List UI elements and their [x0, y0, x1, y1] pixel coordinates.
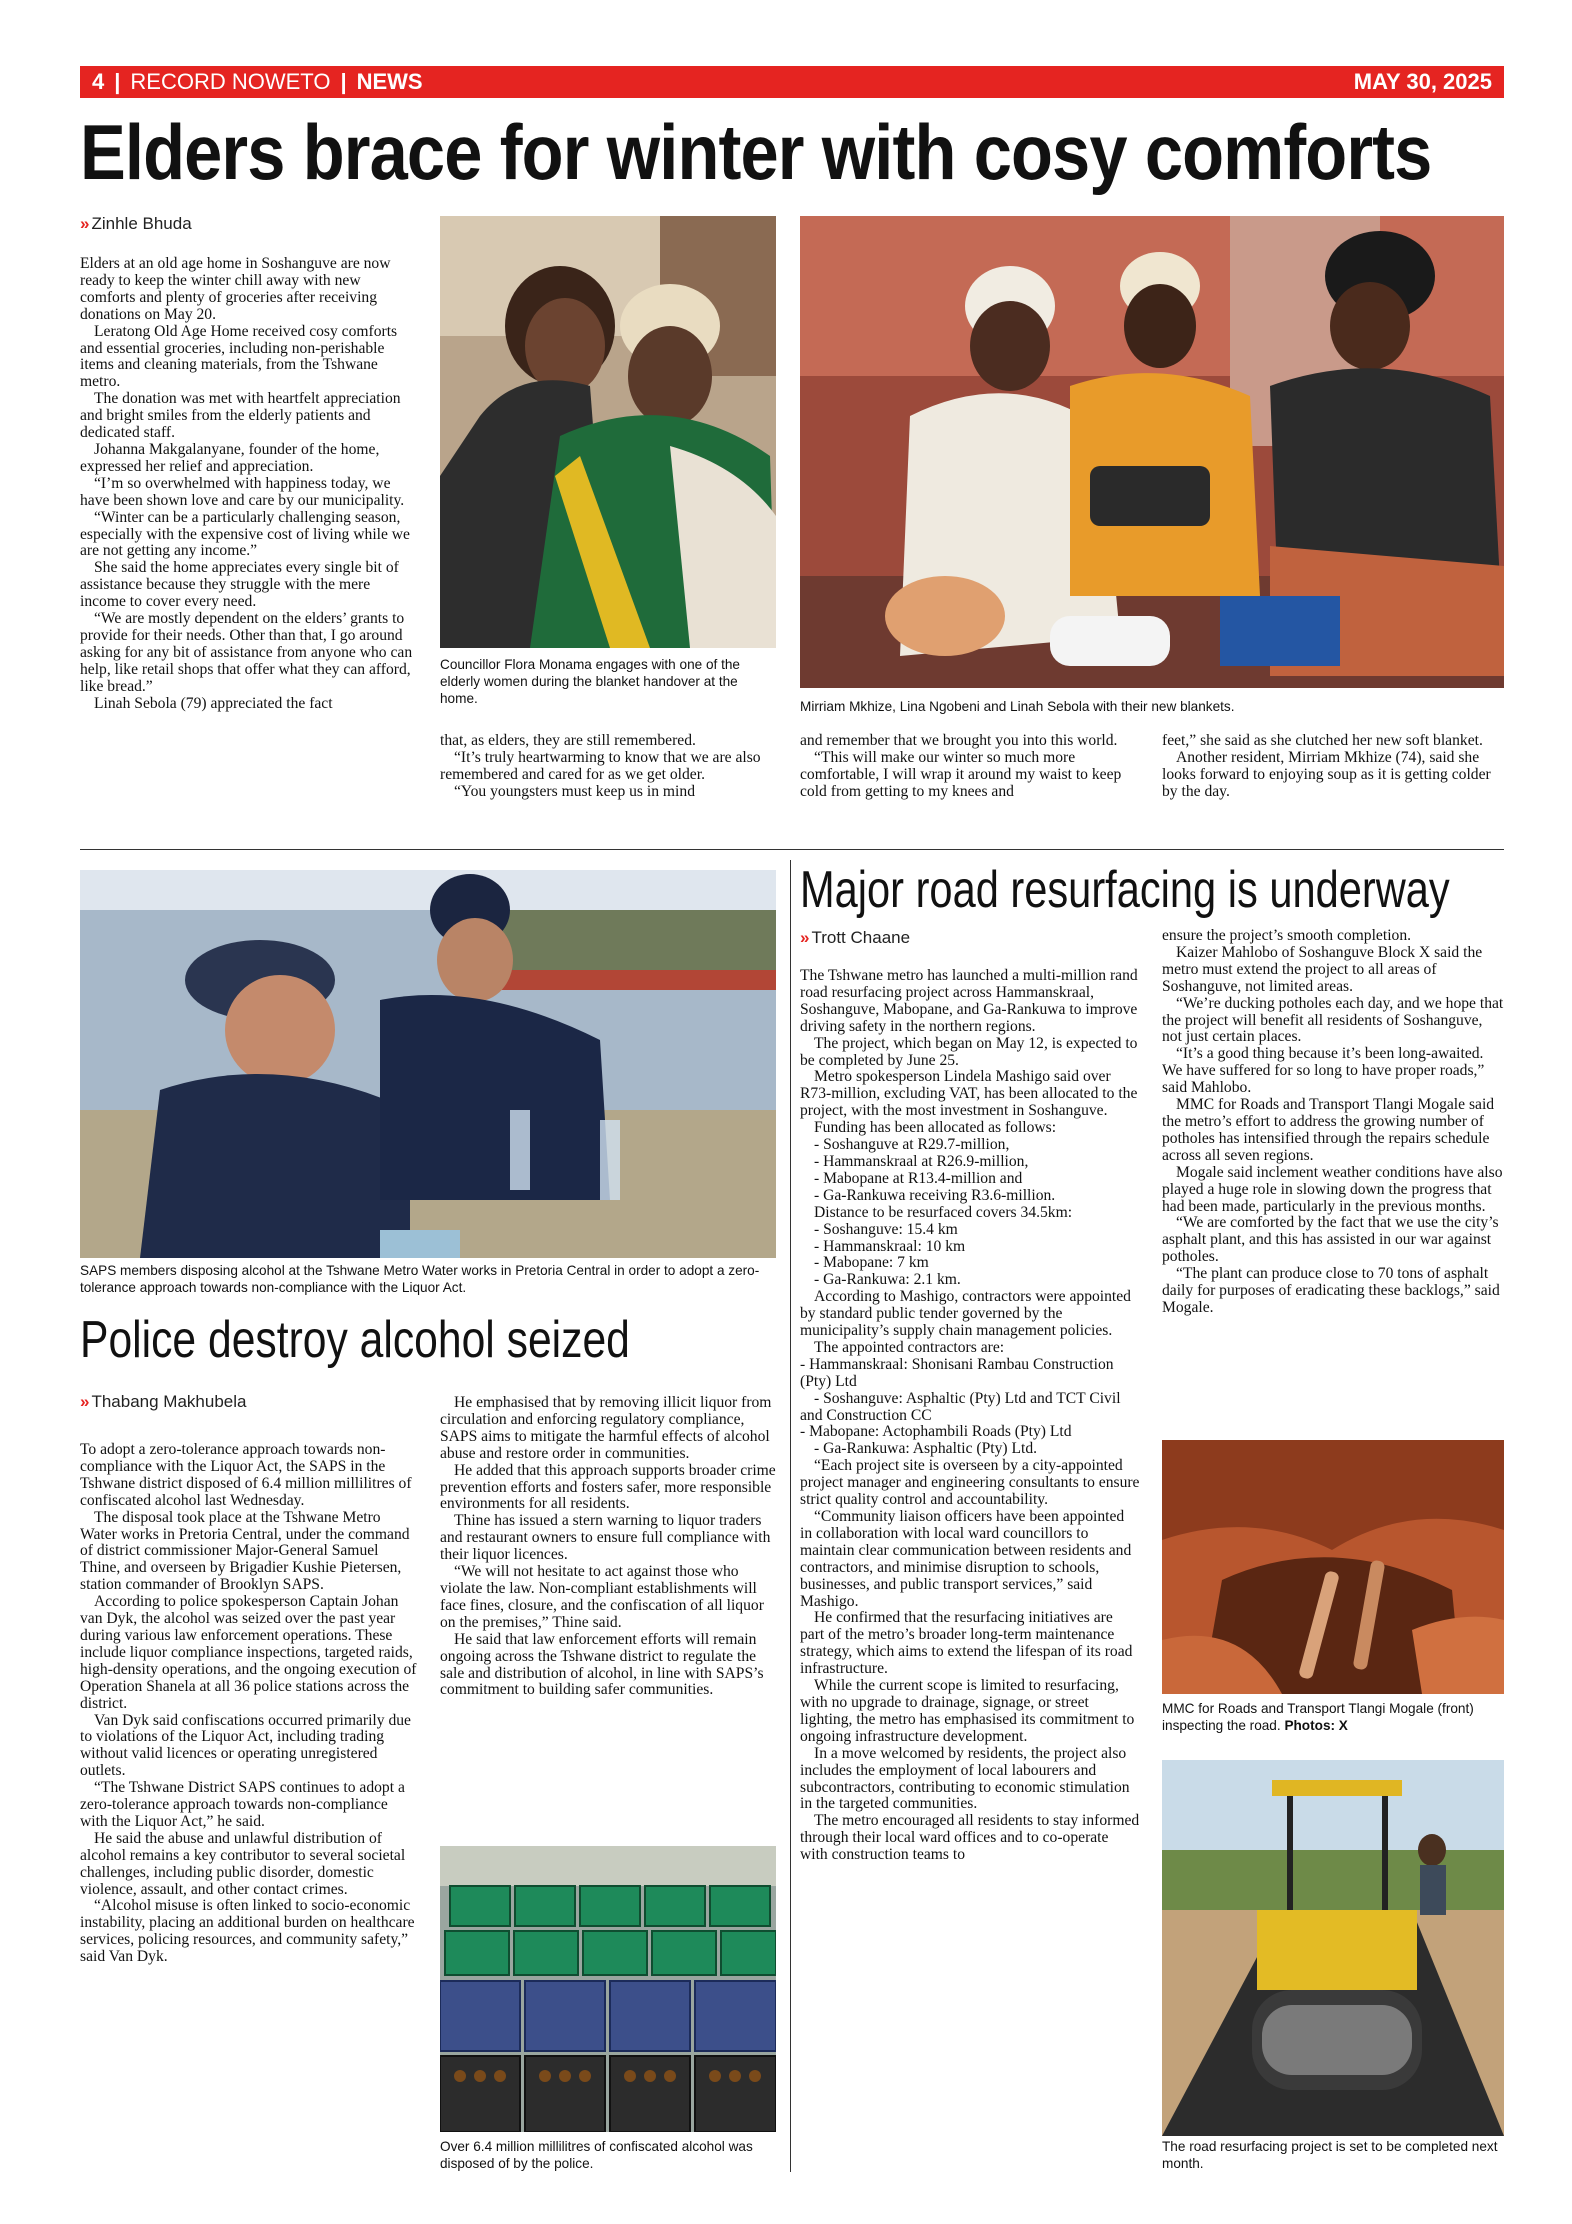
- article1-column-3: [800, 733, 1140, 801]
- list-item: - Mabopane: Actophambili Roads (Pty) Ltd: [800, 1423, 1072, 1441]
- list-item: - Ga-Rankuwa: 2.1 km.: [814, 1271, 961, 1289]
- paragraph: Linah Sebola (79) appreciated the fact: [94, 694, 333, 712]
- paragraph: “Each project site is overseen by a city-appointed project manager and engineering consultants to ensure strict quality control and accountability.: [800, 1457, 1140, 1509]
- photo-pothole-inspection: [1162, 1440, 1504, 1694]
- paragraph: feet,” she said as she clutched her new soft blanket.: [1162, 732, 1483, 749]
- masthead-divider: |: [114, 69, 121, 94]
- caption-blankets: Mirriam Mkhize, Lina Ngobeni and Linah Sebola with their new blankets.: [800, 699, 1235, 714]
- masthead-bar: [80, 66, 1504, 98]
- paragraph: In a move welcomed by residents, the project also includes the employment of local labourers and subcontractors, contributing to economic stimulation in the targeted communities.: [800, 1744, 1130, 1813]
- paragraph: The disposal took place at the Tshwane Metro Water works in Pretoria Central, under the command of district commissioner Major-General Samuel Thine, and overseen by Brigadier Kushie Pietersen, station commander of Brooklyn SAPS.: [80, 1508, 410, 1594]
- paragraph: “It’s a good thing because it’s been long-awaited. We have suffered for so long to have proper roads,” said Mahlobo.: [1162, 1045, 1485, 1097]
- photo-elders-blankets: [800, 216, 1504, 688]
- list-item: - Ga-Rankuwa receiving R3.6-million.: [814, 1186, 1056, 1204]
- byline-author: Zinhle Bhuda: [91, 214, 192, 233]
- paragraph: “Winter can be a particularly challenging season, especially with the expensive cost of living while we are not getting any income.”: [80, 508, 410, 560]
- list-item: - Soshanguve: Asphaltic (Pty) Ltd and TCT Civil and Construction CC: [800, 1389, 1121, 1424]
- paragraph: While the current scope is limited to resurfacing, with no upgrade to drainage, signage, or street lighting, the metro has emphasised its commitment to ongoing infrastructure development.: [800, 1677, 1135, 1745]
- photo-road-roller: [1162, 1760, 1504, 2136]
- paragraph: “We are comforted by the fact that we use the city’s asphalt plant, and this has assisted in our war against potholes.: [1162, 1214, 1499, 1266]
- list-item: - Mabopane: 7 km: [814, 1254, 929, 1272]
- list-item: - Hammanskraal: 10 km: [814, 1237, 966, 1255]
- list-item: - Soshanguve at R29.7-million,: [814, 1136, 1010, 1154]
- list-item: - Hammanskraal at R26.9-million,: [814, 1152, 1029, 1170]
- paragraph: He added that this approach supports broader crime prevention efforts and fosters safer, more responsible environments for all residents.: [440, 1461, 776, 1513]
- paragraph: According to police spokesperson Captain Johan van Dyk, the alcohol was seized over the past year during various law enforcement operations. These include liquor compliance inspections, targeted raids, high-density operations, and the ongoing execution of Operation Shanela at all 36 police stations across the district.: [80, 1593, 417, 1712]
- caption-saps: SAPS members disposing alcohol at the Tshwane Metro Water works in Pretoria Central in order to adopt a zero-tolerance approach towards non-compliance with the Liquor Act.: [80, 1263, 760, 1295]
- caption-crates: Over 6.4 million millilitres of confiscated alcohol was disposed of by the police.: [440, 2139, 753, 2171]
- paragraph: Leratong Old Age Home received cosy comforts and essential groceries, including non-perishable items and cleaning materials, from the Tshwane metro.: [80, 322, 398, 391]
- paragraph: Mogale said inclement weather conditions have also played a huge role in slowing down the progress that had been made, particularly in the previous months.: [1162, 1163, 1503, 1215]
- list-item: - Ga-Rankuwa: Asphaltic (Pty) Ltd.: [814, 1440, 1038, 1458]
- paragraph: “The plant can produce close to 70 tons of asphalt daily for purposes of eradicating these backlogs,” said Mogale.: [1162, 1265, 1500, 1316]
- article1-column-2: [440, 733, 776, 801]
- paragraph: “We will not hesitate to act against those who violate the law. Non-compliant establishments will face fines, closure, and the confiscation of all liquor on the premises,” Thine said.: [440, 1563, 764, 1631]
- paragraph: To adopt a zero-tolerance approach towards non-compliance with the Liquor Act, the SAPS in the Tshwane district disposed of 6.4 million millilitres of confiscated alcohol last Wednesday.: [80, 1441, 412, 1509]
- list-item: - Soshanguve: 15.4 km: [814, 1220, 958, 1238]
- paragraph: Metro spokesperson Lindela Mashigo said over R73-million, excluding VAT, has been allocated to the project, with the most investment in Soshanguve.: [800, 1068, 1138, 1120]
- article1-column-4: [1162, 733, 1504, 801]
- article3-byline: [800, 928, 910, 948]
- paragraph: that, as elders, they are still remembered.: [440, 732, 696, 749]
- paragraph: “You youngsters must keep us in mind: [454, 782, 695, 800]
- article3-column-1: [800, 968, 1140, 1864]
- paragraph: and remember that we brought you into this world.: [800, 732, 1118, 749]
- article1-headline: Elders brace for winter with cosy comforts: [80, 108, 1432, 196]
- photo-alcohol-crates: [440, 1846, 776, 2132]
- paragraph: He confirmed that the resurfacing initiatives are part of the metro’s broader long-term maintenance strategy, which aims to extend the lifespan of its road infrastructure.: [800, 1609, 1133, 1678]
- byline-chevron-icon: »: [800, 928, 808, 947]
- paragraph: MMC for Roads and Transport Tlangi Mogale said the metro’s effort to address the growing number of potholes has intensified through the repairs schedule across all seven regions.: [1162, 1096, 1495, 1164]
- paragraph: The Tshwane metro has launched a multi-million rand road resurfacing project across Hammanskraal, Soshanguve, Mabopane, and Ga-Rankuwa to improve driving safety in the northern regions.: [800, 967, 1138, 1035]
- section-name: NEWS: [356, 69, 423, 94]
- caption-councillor: Councillor Flora Monama engages with one of the elderly women during the blanket handover at the home.: [440, 657, 740, 706]
- paragraph: The project, which began on May 12, is expected to be completed by June 25.: [800, 1034, 1138, 1069]
- byline-chevron-icon: »: [80, 1392, 88, 1411]
- list-item: - Mabopane at R13.4-million and: [814, 1169, 1023, 1187]
- paragraph: The metro encouraged all residents to stay informed through their local ward offices and to co-operate with construction teams to: [800, 1812, 1140, 1864]
- paragraph: He said the abuse and unlawful distribution of alcohol remains a key contributor to several societal challenges, including public disorder, domestic violence, assault, and other contact crimes.: [80, 1829, 406, 1898]
- caption-text: MMC for Roads and Transport Tlangi Mogale (front) inspecting the road.: [1162, 1701, 1474, 1733]
- article1-column-1: [80, 256, 418, 712]
- byline-chevron-icon: »: [80, 214, 88, 233]
- photo-credit: Photos: X: [1284, 1718, 1348, 1733]
- article3-headline: Major road resurfacing is underway: [800, 861, 1450, 919]
- paragraph: Elders at an old age home in Soshanguve are now ready to keep the winter chill away with new comforts and plenty of groceries after receiving donations on May 20.: [80, 255, 391, 323]
- paragraph: The appointed contractors are:: [814, 1338, 1005, 1356]
- paragraph: He emphasised that by removing illicit liquor from circulation and enforcing regulatory compliance, SAPS aims to mitigate the harmful effects of alcohol abuse and restore order in communities.: [440, 1394, 772, 1462]
- page-number: 4: [92, 69, 105, 94]
- paragraph: According to Mashigo, contractors were appointed by standard public tender governed by the municipality’s supply chain management policies.: [800, 1288, 1131, 1340]
- article1-byline: [80, 214, 192, 234]
- publication-name: RECORD NOWETO: [130, 69, 331, 94]
- article2-headline: Police destroy alcohol seized: [80, 1311, 630, 1369]
- paragraph: The donation was met with heartfelt appreciation and bright smiles from the elderly patients and dedicated staff.: [80, 390, 401, 442]
- paragraph: Distance to be resurfaced covers 34.5km:: [814, 1203, 1073, 1221]
- caption-pothole: [1162, 1700, 1504, 1734]
- article2-column-1: [80, 1442, 418, 1966]
- paragraph: She said the home appreciates every single bit of assistance because they struggle with the mere income to cover every need.: [80, 559, 399, 611]
- paragraph: “It’s truly heartwarming to know that we are also remembered and cared for as we get older.: [440, 748, 761, 783]
- column-divider: [790, 860, 791, 2172]
- section-divider: [80, 849, 1504, 850]
- paragraph: Van Dyk said confiscations occurred primarily due to violations of the Liquor Act, including trading without valid licences or operating unregistered outlets.: [80, 1711, 411, 1780]
- paragraph: “We are mostly dependent on the elders’ grants to provide for their needs. Other than that, I go around asking for any bit of assistance from anyone who can help, like retail shops that offer what they can afford, like bread.”: [80, 610, 413, 695]
- paragraph: Another resident, Mirriam Mkhize (74), said she looks forward to enjoying soup as it is getting colder by the day.: [1162, 748, 1491, 800]
- article2-column-2: [440, 1395, 776, 1699]
- paragraph: “The Tshwane District SAPS continues to adopt a zero-tolerance approach towards non-compliance with the Liquor Act,” he said.: [80, 1779, 405, 1830]
- byline-author: Thabang Makhubela: [91, 1392, 247, 1411]
- caption-roller: The road resurfacing project is set to be completed next month.: [1162, 2139, 1498, 2171]
- paragraph: “This will make our winter so much more comfortable, I will wrap it around my waist to keep cold from getting to my knees and: [800, 748, 1122, 800]
- paragraph: “I’m so overwhelmed with happiness today, we have been shown love and care by our municipality.: [80, 474, 405, 509]
- paragraph: Funding has been allocated as follows:: [814, 1119, 1057, 1137]
- paragraph: Thine has issued a stern warning to liquor traders and restaurant owners to ensure full compliance with their liquor licences.: [440, 1512, 771, 1564]
- paragraph: Kaizer Mahlobo of Soshanguve Block X said the metro must extend the project to all areas of Soshanguve, not limited areas.: [1162, 943, 1483, 995]
- article3-column-2: [1162, 928, 1504, 1317]
- paragraph: “Alcohol misuse is often linked to socio-economic instability, placing an additional burden on healthcare services, policing resources, and community safety,” said Van Dyk.: [80, 1897, 415, 1966]
- photo-councillor-elder: [440, 216, 776, 648]
- list-item: - Hammanskraal: Shonisani Rambau Construction (Pty) Ltd: [800, 1355, 1114, 1390]
- paragraph: He said that law enforcement efforts will remain ongoing across the Tshwane district to regulate the sale and distribution of alcohol, in line with SAPS’s commitment to building safer communities.: [440, 1630, 764, 1699]
- byline-author: Trott Chaane: [811, 928, 911, 947]
- issue-date: MAY 30, 2025: [1353, 69, 1492, 94]
- paragraph: “Community liaison officers have been appointed in collaboration with local ward councillors to maintain clear communication between residents and contractors, and minimise disruption to schools, businesses, and public transport services,” said Mashigo.: [800, 1508, 1132, 1610]
- paragraph: “We’re ducking potholes each day, and we hope that the project will benefit all residents of Soshanguve, not just certain places.: [1162, 994, 1504, 1046]
- photo-saps-disposal: [80, 870, 776, 1258]
- article2-byline: [80, 1392, 246, 1412]
- paragraph: Johanna Makgalanyane, founder of the home, expressed her relief and appreciation.: [80, 440, 380, 475]
- masthead-divider: |: [340, 69, 347, 94]
- paragraph: ensure the project’s smooth completion.: [1162, 927, 1412, 944]
